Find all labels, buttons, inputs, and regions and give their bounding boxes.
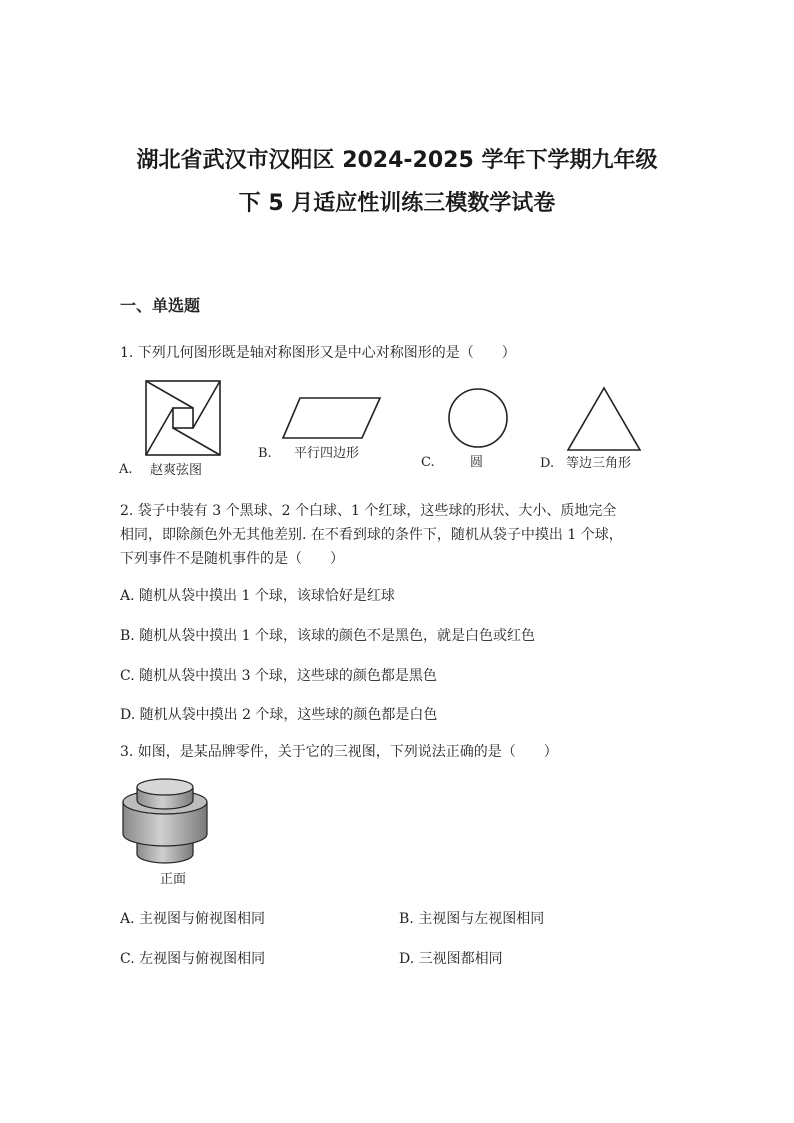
q3-option-c: C. 左视图与俯视图相同 [120,951,266,967]
q3-option-d: D. 三视图都相同 [399,951,503,967]
q1-stem: 1. 下列几何图形既是轴对称图形又是中心对称图形的是（ ） [120,345,516,361]
q2-stem-line2: 相同，即除颜色外无其他差别. 在不看到球的条件下，随机从袋子中摸出 1 个球， [120,527,623,543]
q3-stem: 3. 如图，是某品牌零件，关于它的三视图，下列说法正确的是（ ） [120,744,558,760]
zhao-shuang-diagram-icon [145,380,221,456]
exam-title-line2: 下 5 月适应性训练三模数学试卷 [238,191,556,216]
q1-option-a-caption: 赵爽弦图 [150,463,203,478]
q1-option-c-letter: C. [421,455,435,470]
q1-option-a-letter: A. [119,462,133,477]
q1-option-d-caption: 等边三角形 [566,456,632,471]
parallelogram-icon [282,396,382,440]
q3-option-a: A. 主视图与俯视图相同 [120,911,266,927]
q1-option-b-letter: B. [258,446,272,461]
q3-option-b: B. 主视图与左视图相同 [399,911,545,927]
q3-figure-caption: 正面 [160,872,187,887]
exam-title-line1: 湖北省武汉市汉阳区 2024-2025 学年下学期九年级 [136,148,658,173]
q2-option-d: D. 随机从袋中摸出 2 个球，这些球的颜色都是白色 [120,707,438,723]
machine-part-figure [120,778,210,866]
circle-icon [447,387,509,449]
q1-option-d-letter: D. [540,456,555,471]
section-heading: 一、单选题 [120,296,201,315]
q2-stem-line1: 2. 袋子中装有 3 个黑球、2 个白球、1 个红球，这些球的形状、大小、质地完全 [120,503,617,519]
equilateral-triangle-icon [566,386,642,452]
q2-option-a: A. 随机从袋中摸出 1 个球，该球恰好是红球 [120,588,395,604]
q2-option-c: C. 随机从袋中摸出 3 个球，这些球的颜色都是黑色 [120,668,437,684]
q2-option-b: B. 随机从袋中摸出 1 个球，该球的颜色不是黑色，就是白色或红色 [120,628,535,644]
q2-stem-line3: 下列事件不是随机事件的是（ ） [120,551,344,567]
q1-option-b-caption: 平行四边形 [294,446,360,461]
q1-option-c-caption: 圆 [470,455,484,470]
